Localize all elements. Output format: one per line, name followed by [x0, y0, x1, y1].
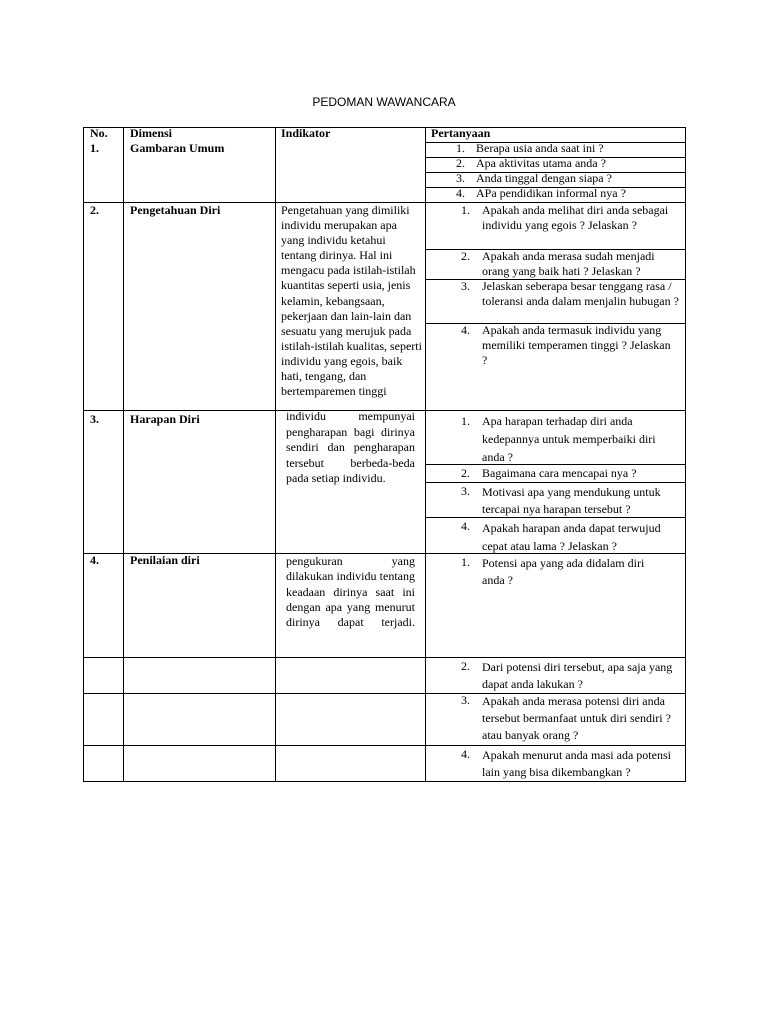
question-text: Bagaimana cara mencapai nya ?	[482, 466, 637, 480]
question-text: Berapa usia anda saat ini ?	[476, 141, 604, 155]
question-number: 2.	[461, 659, 470, 673]
question-number: 3.	[461, 693, 470, 707]
dimension-label: Penilaian diri	[130, 553, 200, 567]
header-pertanyaan: Pertanyaan	[431, 126, 491, 140]
header-no: No.	[90, 126, 108, 140]
question-number: 4.	[461, 747, 470, 761]
question-number: 1.	[461, 414, 470, 428]
question-number: 4.	[461, 323, 470, 337]
question-text: Dari potensi diri tersebut, apa saja yang dapat anda lakukan ?	[482, 660, 673, 691]
indicator-description: individu mempunyai pengharapan bagi dirinya sendiri dan pengharapan tersebut berbeda-beda pada setiap individu.	[286, 409, 415, 486]
question-text: Apakah harapan anda dapat terwujud cepat atau lama ? Jelaskan ?	[482, 521, 661, 553]
indicator-description: Pengetahuan yang dimiliki individu merupakan apa yang individu ketahui tentang dirinya. Hal ini mengacu pada istilah-istilah kuantitas seperti usia, jenis kelamin, kebangsaan, pekerjaan dan lain-lain dan sesuatu yang merujuk pada istilah-istilah kualitas, seperti individu yang egois, baik hati, tengang, dan bertemparemen tinggi	[281, 203, 422, 399]
row-number: 3.	[90, 412, 99, 426]
table-border-bottom	[83, 781, 686, 782]
header-indikator: Indikator	[281, 126, 331, 140]
row-number: 4.	[90, 553, 99, 567]
question-text: Anda tinggal dengan siapa ?	[476, 171, 612, 185]
row-divider	[83, 745, 686, 746]
question-text: Apakah anda merasa sudah menjadi orang yang baik hati ? Jelaskan ?	[482, 249, 655, 278]
table-border-top	[83, 127, 686, 128]
question-number: 3.	[461, 484, 470, 498]
indicator-description: pengukuran yang dilakukan individu tentang keadaan dirinya saat ini dengan apa yang menurut dirinya dapat terjadi.	[286, 554, 415, 630]
question-text: Apakah anda merasa potensi diri anda tersebut bermanfaat untuk diri sendiri ? atau banyak orang ?	[482, 694, 671, 742]
dimension-label: Pengetahuan Diri	[130, 203, 221, 217]
question-text: Apakah anda termasuk individu yang memiliki temperamen tinggi ? Jelaskan ?	[482, 323, 671, 367]
dimension-label: Harapan Diri	[130, 412, 200, 426]
column-divider	[123, 127, 124, 781]
question-number: 4.	[456, 186, 465, 200]
question-text: Apakah anda melihat diri anda sebagai individu yang egois ? Jelaskan ?	[482, 203, 669, 232]
question-number: 2.	[461, 249, 470, 263]
question-number: 3.	[461, 279, 470, 293]
dimension-label: Gambaran Umum	[130, 141, 225, 155]
table-border-left	[83, 127, 84, 781]
question-number: 2.	[461, 466, 470, 480]
question-number: 3.	[456, 171, 465, 185]
column-divider	[275, 127, 276, 781]
question-text: Potensi apa yang ada didalam diri anda ?	[482, 556, 645, 587]
question-number: 1.	[461, 555, 470, 569]
question-text: Apakah menurut anda masi ada potensi lain yang bisa dikembangkan ?	[482, 748, 671, 779]
question-number: 2.	[456, 156, 465, 170]
page-title: PEDOMAN WAWANCARA	[312, 95, 456, 109]
question-number: 1.	[461, 203, 470, 217]
question-text: APa pendidikan informal nya ?	[476, 186, 626, 200]
question-text: Motivasi apa yang mendukung untuk tercapai nya harapan tersebut ?	[482, 485, 661, 516]
column-divider	[425, 127, 426, 781]
row-number: 1.	[90, 141, 99, 155]
question-text: Jelaskan seberapa besar tenggang rasa / toleransi anda dalam menjalin hubugan ?	[482, 279, 679, 308]
row-divider	[425, 482, 686, 483]
header-dimensi: Dimensi	[130, 126, 172, 140]
row-number: 2.	[90, 203, 99, 217]
question-text: Apa aktivitas utama anda ?	[476, 156, 606, 170]
row-divider	[83, 657, 686, 658]
question-text: Apa harapan terhadap diri anda kedepannya untuk memperbaiki diri anda ?	[482, 414, 656, 465]
question-number: 1.	[456, 141, 465, 155]
question-number: 4.	[461, 519, 470, 533]
table-border-right	[685, 127, 686, 781]
